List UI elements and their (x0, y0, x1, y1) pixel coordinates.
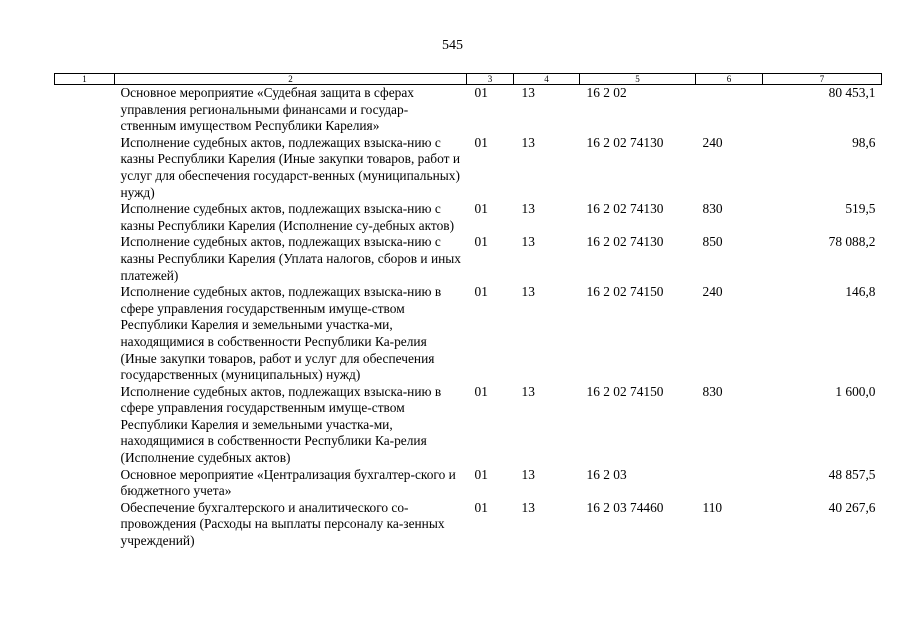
row-name: Исполнение судебных актов, подлежащих взыска-нию с казны Республики Карелия (Иные закупки товаров, работ и услуг для обеспечения государст-венных (муниципальных) нужд) (120, 134, 460, 200)
row-subsection: 13 (521, 284, 535, 300)
table-row (55, 201, 882, 234)
row-amount: 40 267,6 (828, 499, 876, 515)
row-subsection: 13 (521, 134, 535, 150)
row-subsection: 13 (521, 234, 535, 250)
row-expense-type: 850 (702, 234, 723, 250)
row-subsection: 13 (521, 201, 535, 217)
row-name: Исполнение судебных актов, подлежащих взыска-нию с казны Республики Карелия (Уплата налогов, сборов и иных платежей) (120, 234, 461, 283)
row-target-code: 16 2 02 (586, 85, 627, 100)
row-subsection: 13 (521, 466, 535, 482)
row-section: 01 (474, 284, 488, 300)
column-header: 7 (763, 74, 882, 85)
column-header: 5 (580, 74, 696, 85)
row-name: Основное мероприятие «Судебная защита в сферах управления региональными финансами и государ-ственным имуществом Республики Карелия» (120, 85, 414, 134)
row-subsection: 13 (521, 499, 535, 515)
table-row (55, 135, 882, 201)
column-header: 6 (696, 74, 763, 85)
table-row (55, 467, 882, 500)
table-row (55, 284, 882, 384)
row-name: Обеспечение бухгалтерского и аналитического со-провождения (Расходы на выплаты персоналу ка-зенных учреждений) (120, 499, 445, 549)
row-subsection: 13 (521, 383, 535, 399)
row-expense-type: 240 (702, 134, 723, 150)
row-target-code: 16 2 02 74150 (586, 383, 664, 399)
table-row (55, 384, 882, 467)
row-amount: 80 453,1 (828, 85, 876, 100)
row-section: 01 (474, 466, 488, 482)
row-amount: 78 088,2 (828, 234, 876, 250)
row-name: Основное мероприятие «Централизация бухгалтер-ского и бюджетного учета» (120, 466, 456, 499)
row-amount: 98,6 (852, 134, 876, 150)
page-number: 545 (442, 38, 463, 53)
row-target-code: 16 2 02 74130 (586, 201, 664, 217)
row-amount: 146,8 (845, 284, 876, 300)
row-section: 01 (474, 499, 488, 515)
row-section: 01 (474, 383, 488, 399)
row-name: Исполнение судебных актов, подлежащих взыска-нию в сфере управления государственным имуще-ством Республики Карелия и земельными участка-ми, находящимися в собственности Республики Ка-релия (Исполнение судебных актов) (120, 383, 442, 466)
row-target-code: 16 2 02 74130 (586, 134, 664, 150)
row-name: Исполнение судебных актов, подлежащих взыска-нию с казны Республики Карелия (Исполнение су-дебных актов) (120, 201, 455, 233)
row-section: 01 (474, 201, 488, 217)
row-amount: 519,5 (845, 201, 876, 217)
column-number-header (55, 74, 882, 85)
row-expense-type: 110 (702, 499, 723, 515)
row-expense-type: 830 (702, 201, 723, 217)
column-header: 2 (115, 74, 467, 85)
row-amount: 48 857,5 (828, 466, 876, 482)
row-target-code: 16 2 03 (586, 466, 627, 482)
row-target-code: 16 2 03 74460 (586, 499, 664, 515)
row-section: 01 (474, 85, 488, 100)
column-header: 3 (467, 74, 514, 85)
table-row (55, 500, 882, 550)
row-expense-type: 240 (702, 284, 723, 300)
row-section: 01 (474, 134, 488, 150)
row-expense-type: 830 (702, 383, 723, 399)
table-row (55, 234, 882, 284)
table-row (55, 85, 882, 135)
row-expense-type (696, 85, 763, 135)
budget-table (54, 73, 882, 550)
row-section: 01 (474, 234, 488, 250)
row-target-code: 16 2 02 74130 (586, 234, 664, 250)
row-name: Исполнение судебных актов, подлежащих взыска-нию в сфере управления государственным имуще-ством Республики Карелия и земельными участка-ми, находящимися в собственности Республики Ка-релия (Иные закупки товаров, работ и услуг для обеспечения государственных (муниципальных) нужд) (120, 284, 442, 383)
row-subsection: 13 (521, 85, 535, 100)
column-header: 4 (514, 74, 580, 85)
row-amount: 1 600,0 (835, 383, 876, 399)
row-target-code: 16 2 02 74150 (586, 284, 664, 300)
row-expense-type (696, 467, 763, 500)
column-header: 1 (55, 74, 115, 85)
